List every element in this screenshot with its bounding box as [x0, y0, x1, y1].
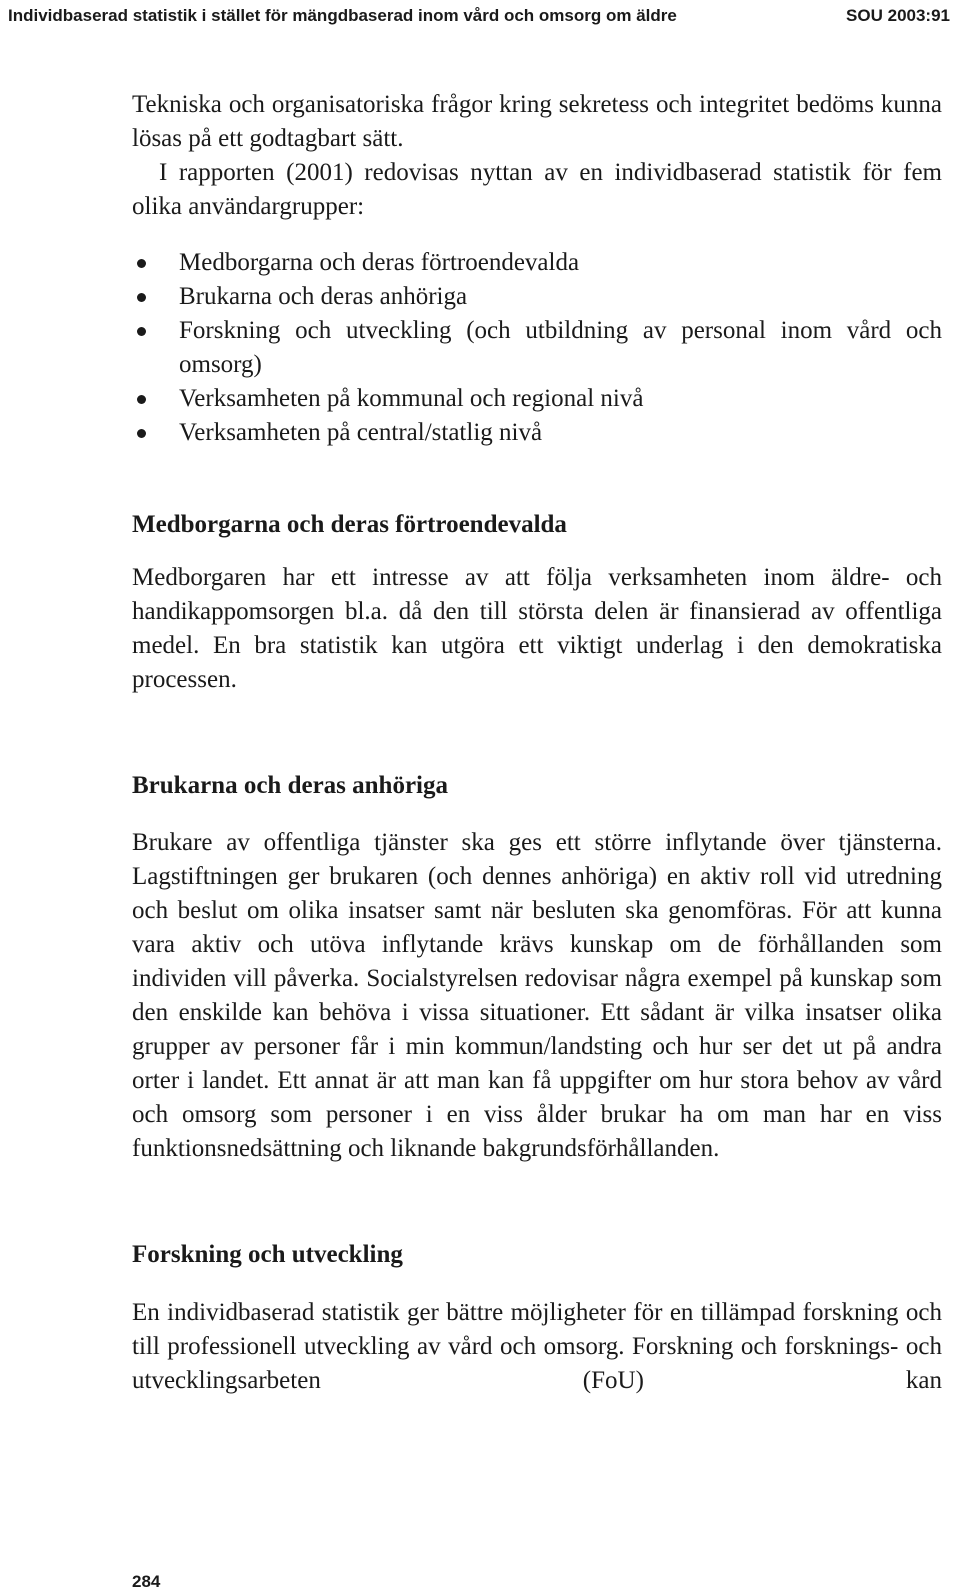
bullet-icon [137, 429, 146, 438]
list-item [132, 382, 942, 416]
bullet-icon [137, 293, 146, 302]
document-code: SOU 2003:91 [846, 6, 950, 25]
section-body-brukarna: Brukare av offentliga tjänster ska ges ett större inflytande över tjänsterna. Lagstiftningen ger brukaren (och dennes anhöriga) en aktiv roll vid utredning och beslut om olika insatser samt när besluten ska genomföras. För att kunna vara aktiv och utöva inflytande krävs kunskap om de förhållanden som individen vill påverka. Socialstyrelsen redovisar några exempel på kunskap som den enskilde kan behöva i vissa situationer. Ett sådant är vilka insatser olika grupper av personer får i min kommun/landsting och hur ser det ut på andra orter i landet. Ett annat är att man kan få uppgifter om hur stora behov av vård och omsorg som personer i en viss ålder brukar ha om man har en viss funktionsnedsättning och liknande bakgrundsförhållanden. [132, 829, 942, 1162]
user-group-list [132, 246, 942, 450]
list-item-text: Verksamheten på central/statlig nivå [179, 419, 543, 446]
bullet-icon [137, 259, 146, 268]
intro-paragraph-2: I rapporten (2001) redovisas nyttan av en individbaserad statistik för fem olika användargrupper: [132, 159, 942, 220]
section-heading-medborgarna: Medborgarna och deras förtroendevalda [132, 511, 567, 538]
list-item [132, 280, 942, 314]
running-head-title: Individbaserad statistik i stället för mängdbaserad inom vård och omsorg om äldre [8, 6, 677, 25]
section-body-medborgarna: Medborgaren har ett intresse av att följa verksamheten inom äldre- och handikappomsorgen bl.a. då den till största delen är finansierad av offentliga medel. En bra statistik kan utgöra ett viktigt underlag i den demokratiska processen. [132, 564, 942, 693]
list-item-text: Brukarna och deras anhöriga [179, 283, 468, 310]
list-item [132, 416, 942, 450]
running-head [0, 0, 960, 40]
section-heading-forskning: Forskning och utveckling [132, 1241, 403, 1268]
intro-paragraph-1: Tekniska och organisatoriska frågor kring sekretess och integritet bedöms kunna lösas på ett godtagbart sätt. [132, 91, 942, 152]
bullet-icon [137, 327, 146, 336]
list-item-text: Medborgarna och deras förtroendevalda [179, 249, 580, 276]
page-content [132, 88, 942, 1398]
list-item [132, 314, 942, 382]
bullet-icon [137, 395, 146, 404]
list-item-text: Verksamheten på kommunal och regional nivå [179, 385, 644, 412]
list-item-text: Forskning och utveckling (och utbildning av personal inom vård och omsorg) [179, 317, 942, 378]
list-item [132, 246, 942, 280]
page-number: 284 [132, 1572, 161, 1591]
section-body-forskning: En individbaserad statistik ger bättre möjligheter för en tillämpad forskning och till professionell utveckling av vård och omsorg. Forskning och forsknings- och utvecklingsarbeten (FoU) kan [132, 1299, 942, 1394]
section-heading-brukarna: Brukarna och deras anhöriga [132, 772, 449, 799]
